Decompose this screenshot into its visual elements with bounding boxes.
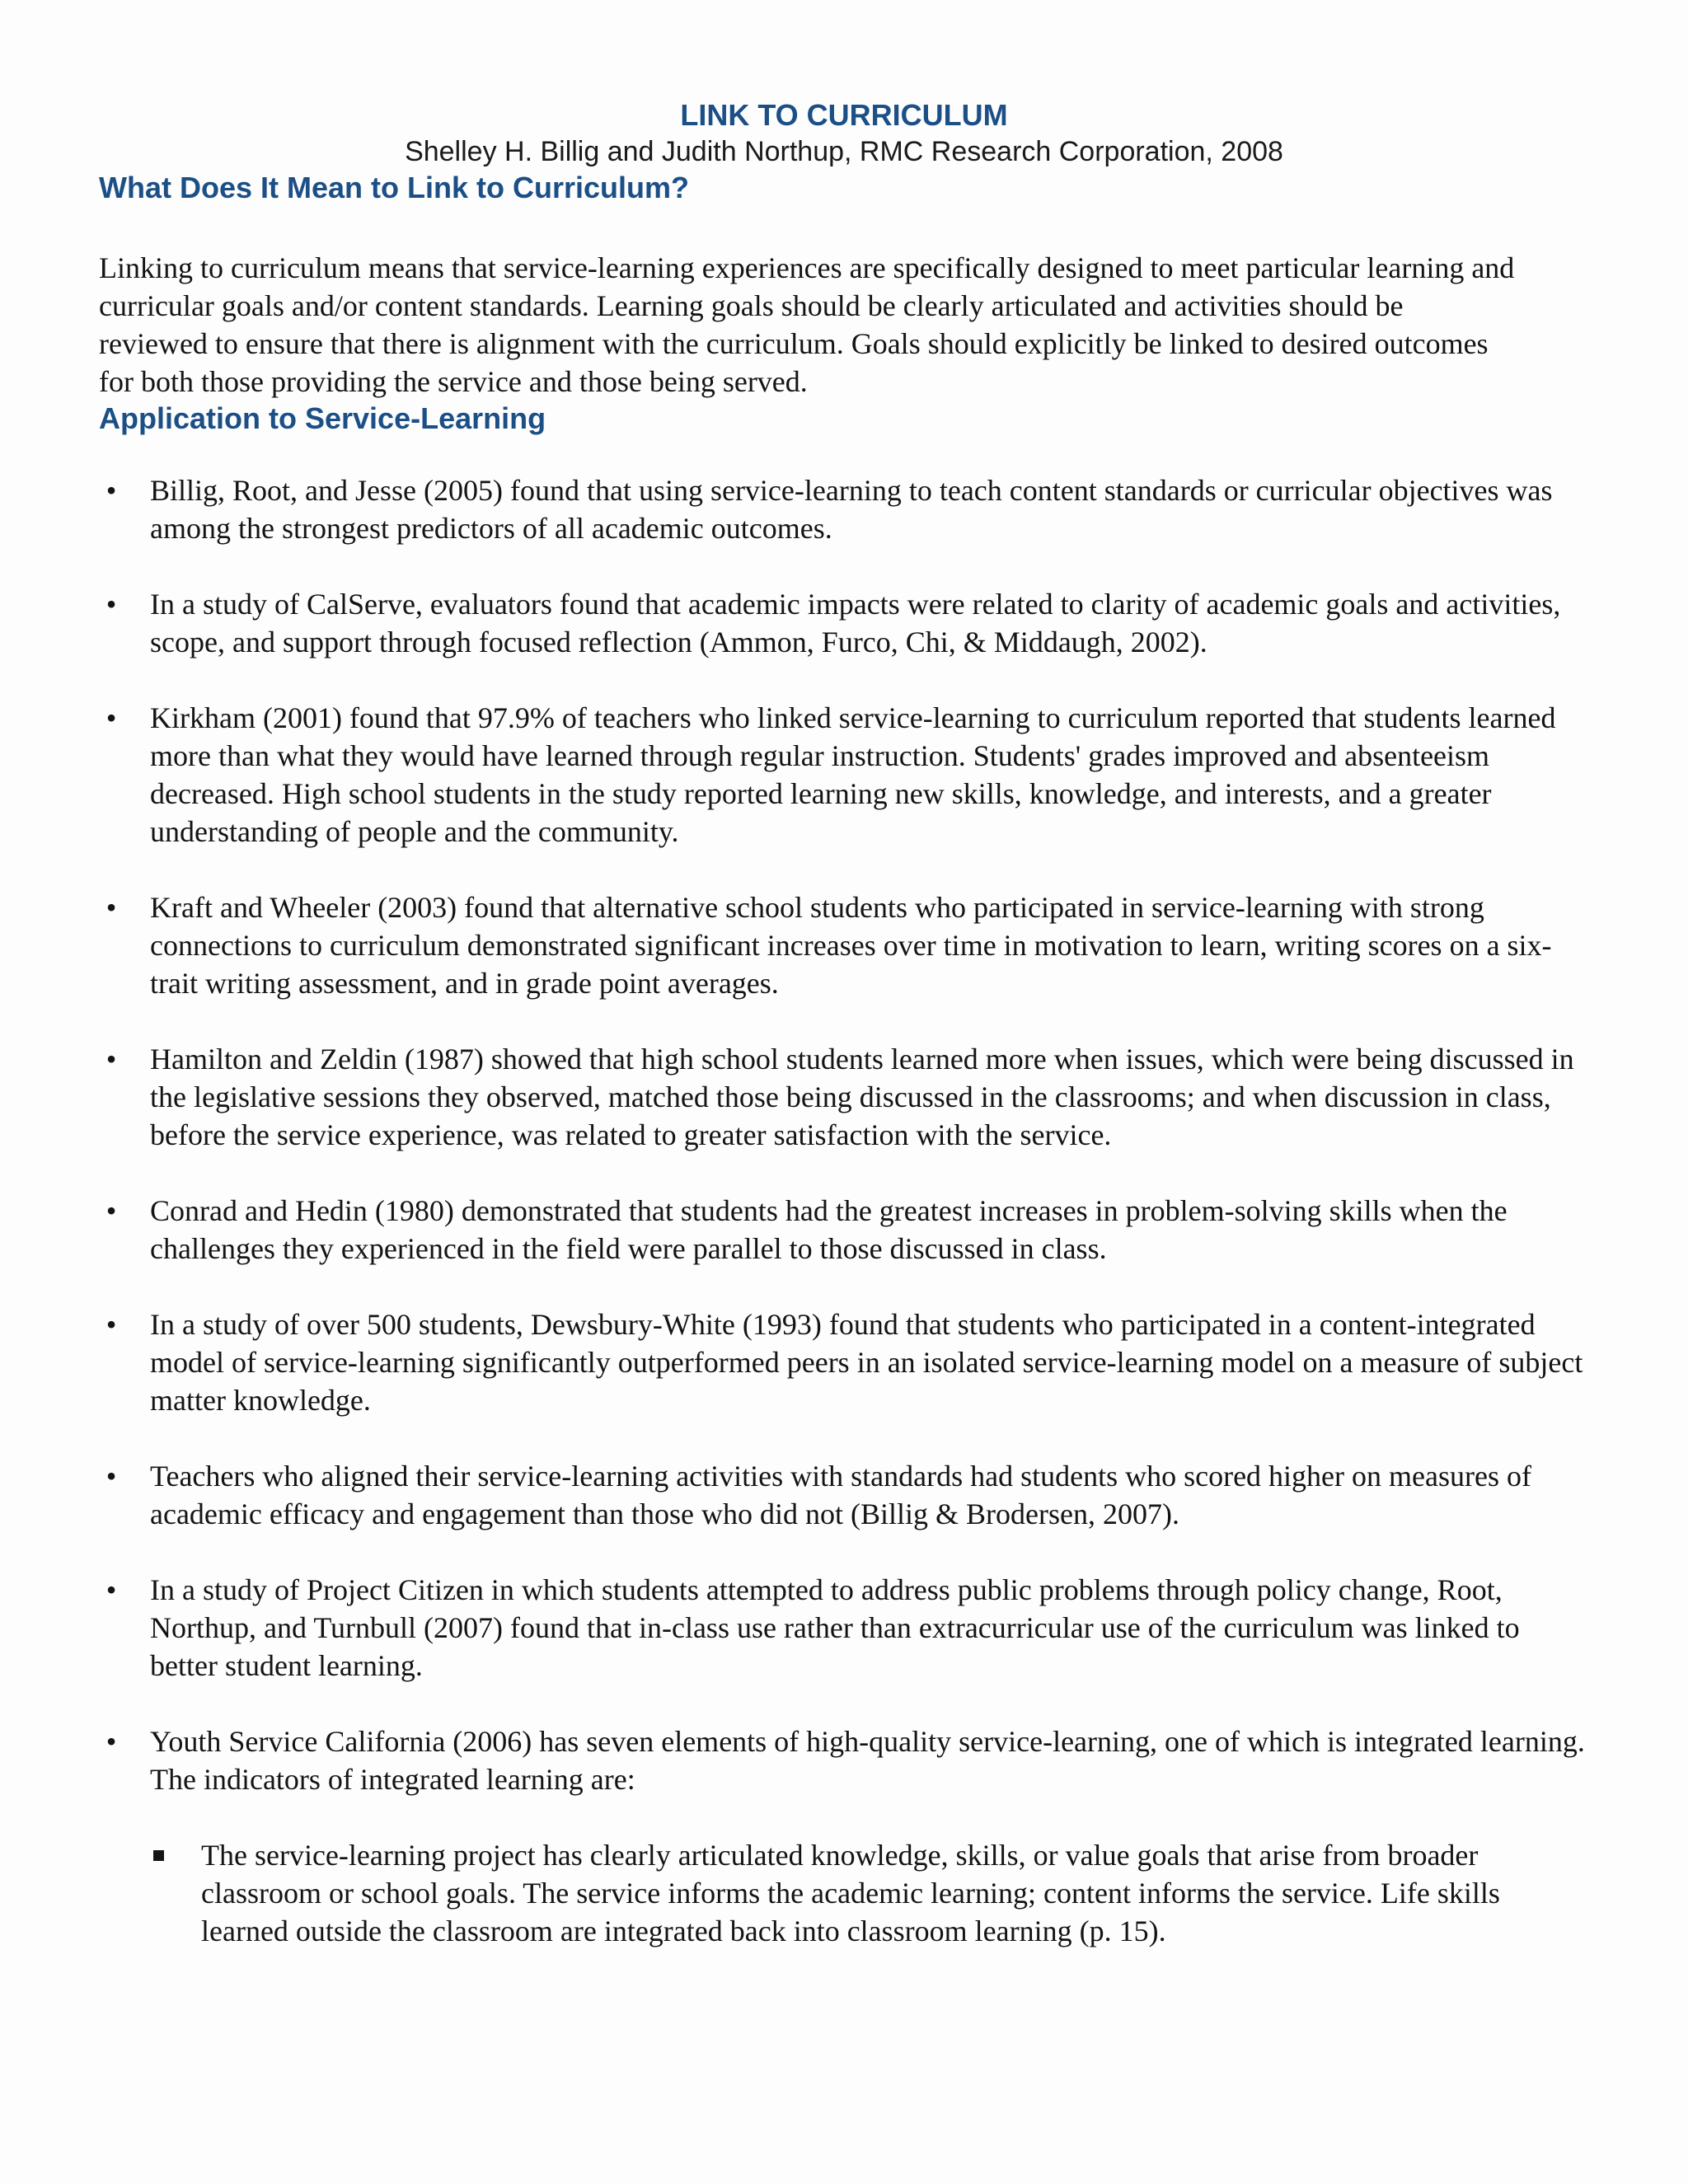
bullet-icon: • bbox=[106, 1573, 117, 1606]
bullet-icon: • bbox=[106, 891, 117, 924]
bullet-icon: • bbox=[106, 1460, 117, 1493]
section-heading-application: Application to Service-Learning bbox=[99, 401, 546, 435]
list-item-text: Youth Service California (2006) has seven elements of high-quality service-learning, one of which is integrated learning. The indicators of integrated learning are: bbox=[150, 1725, 1585, 1796]
list-item bbox=[99, 1457, 1589, 1533]
square-bullet-icon bbox=[153, 1850, 164, 1861]
list-item bbox=[99, 471, 1589, 547]
list-item-text: Kirkham (2001) found that 97.9% of teachers who linked service-learning to curriculum reported that students learned more than what they would have learned through regular instruction. Students' grades improved and absenteeism decreased. High school students in the study reported learning new skills, knowledge, and interests, and a greater understanding of people and the community. bbox=[150, 701, 1556, 848]
findings-list bbox=[99, 471, 1589, 1950]
list-item-text: In a study of over 500 students, Dewsbury-White (1993) found that students who participated in a content-integrated model of service-learning significantly outperformed peers in an isolated service-learning model on a measure of subject matter knowledge. bbox=[150, 1308, 1583, 1417]
sub-list-item-text: The service-learning project has clearly articulated knowledge, skills, or value goals that arise from broader classroom or school goals. The service informs the academic learning; content informs the service. Life skills learned outside the classroom are integrated back into classroom learning (p. 15). bbox=[201, 1839, 1500, 1947]
definition-paragraph: Linking to curriculum means that service-learning experiences are specifically designed to meet particular learning and curricular goals and/or content standards. Learning goals should be clearly articulated and activities should be reviewed to ensure that there is alignment with the curriculum. Goals should explicitly be linked to desired outcomes for both those providing the service and those being served. bbox=[99, 251, 1515, 398]
list-item-text: Billig, Root, and Jesse (2005) found that using service-learning to teach content standards or curricular objectives was among the strongest predictors of all academic outcomes. bbox=[150, 474, 1553, 545]
sub-list-item bbox=[150, 1836, 1589, 1950]
bullet-icon: • bbox=[106, 1043, 117, 1076]
list-item-text: Teachers who aligned their service-learning activities with standards had students who scored higher on measures of academic efficacy and engagement than those who did not (Billig & Brodersen, 2007). bbox=[150, 1460, 1531, 1530]
indicators-sublist bbox=[150, 1836, 1589, 1950]
list-item bbox=[99, 1040, 1589, 1154]
document-byline: Shelley H. Billig and Judith Northup, RMC Research Corporation, 2008 bbox=[405, 136, 1283, 167]
list-item-text: In a study of Project Citizen in which students attempted to address public problems through policy change, Root, Northup, and Turnbull (2007) found that in-class use rather than extracurricular use of the curriculum was linked to better student learning. bbox=[150, 1573, 1520, 1682]
list-item bbox=[99, 1305, 1589, 1419]
list-item bbox=[99, 585, 1589, 661]
bullet-icon: • bbox=[106, 474, 117, 507]
list-item bbox=[99, 888, 1589, 1002]
bullet-icon: • bbox=[106, 1194, 117, 1227]
bullet-icon: • bbox=[106, 701, 117, 734]
list-item-text: In a study of CalServe, evaluators found that academic impacts were related to clarity of academic goals and activities, scope, and support through focused reflection (Ammon, Furco, Chi, & Middaugh, 2002). bbox=[150, 588, 1561, 658]
list-item bbox=[99, 699, 1589, 851]
document-title: LINK TO CURRICULUM bbox=[680, 98, 1008, 132]
list-item-text: Kraft and Wheeler (2003) found that alternative school students who participated in service-learning with strong connections to curriculum demonstrated significant increases over time in motivation to learn, writing scores on a six-trait writing assessment, and in grade point averages. bbox=[150, 891, 1552, 1000]
list-item-text: Hamilton and Zeldin (1987) showed that high school students learned more when issues, which were being discussed in the legislative sessions they observed, matched those being discussed in the classrooms; and when discussion in class, before the service experience, was related to greater satisfaction with the service. bbox=[150, 1043, 1574, 1151]
list-item bbox=[99, 1192, 1589, 1268]
list-item bbox=[99, 1722, 1589, 1950]
list-item-text: Conrad and Hedin (1980) demonstrated that students had the greatest increases in problem-solving skills when the challenges they experienced in the field were parallel to those discussed in class. bbox=[150, 1194, 1507, 1265]
list-item bbox=[99, 1571, 1589, 1685]
bullet-icon: • bbox=[106, 1725, 117, 1758]
bullet-icon: • bbox=[106, 588, 117, 621]
section-heading-what-does-it-mean: What Does It Mean to Link to Curriculum? bbox=[99, 171, 690, 204]
bullet-icon: • bbox=[106, 1308, 117, 1341]
